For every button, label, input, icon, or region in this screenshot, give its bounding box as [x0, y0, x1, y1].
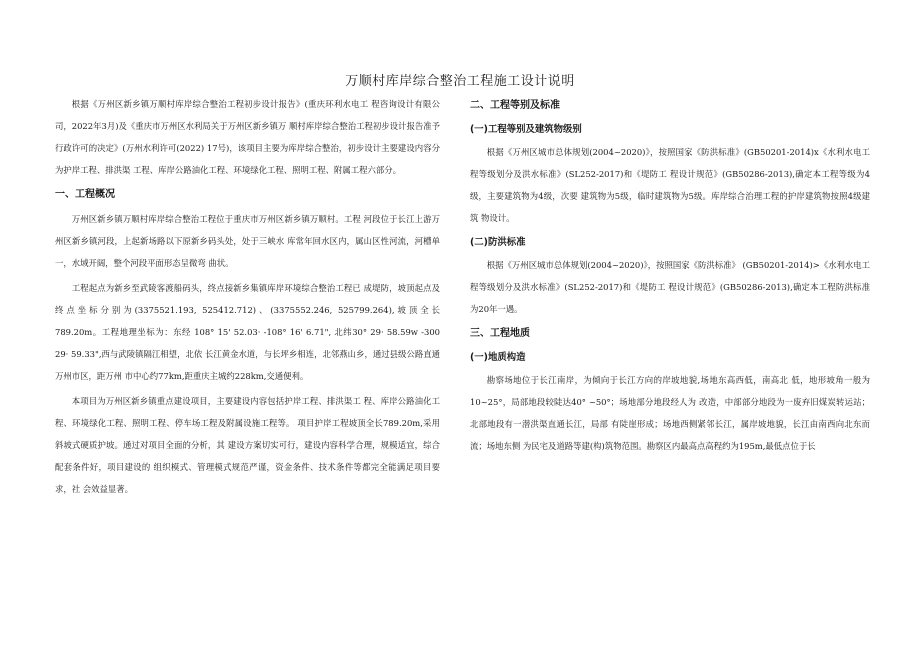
geology-paragraph: 勘察场地位于长江南岸，为倾向于长江方向的岸坡地貌,场地东高西低，南高北 低，地形坡角一般为10~25°，局部地段较陡达40° ~50°；场地部分地段经人为 改造，中部部分地段为一废弃旧煤炭转运站；北部地段有一潜洪渠直通长江，局部 有陡崖形成；场地西侧紧邻长江，属岸坡地貌，长江由南西向北东而流；场地东侧 为民宅及道路等建(构)筑物范围。勘察区内最高点高程约为195m,最低点位于长 — [470, 375, 870, 451]
grade-paragraph: 根据《万州区城市总体规划(2004~2020)》，按照国家《防洪标准》(GB50201-2014)x《水利水电工程等级划分及洪水标准》(SL252-2017)和《堤防工 程设计规范》(GB50286-2013),确定本工程等级为4级，主要建筑物为4级，次要 建筑物为5级，临时建筑物为5级。库岸综合治理工程的护岸建筑物按照4级建筑 物设计。 — [470, 147, 870, 223]
overview-paragraph-location: 万州区新乡镇万顺村库岸综合整治工程位于重庆市万州区新乡镇万顺村。工程 河段位于长江上游万州区新乡镇河段，上起新场路以下原新乡码头处，处于三峡水 库常年回水区内，属山区性河流，河槽单一，水域开阔，整个河段平面形态呈微弯 曲状。 — [55, 214, 440, 268]
right-column — [470, 93, 870, 460]
subsection-heading-flood-standard: (二)防洪标准 — [470, 237, 526, 248]
document-title: 万顺村库岸综合整治工程施工设计说明 — [345, 74, 575, 89]
flood-standard-paragraph: 根据《万州区城市总体规划(2004~2020)》，按照国家《防洪标准》 (GB50201-2014)>《水利水电工程等级划分及洪水标准》(SL252-2017)和《堤防工 程设计规范》(GB50286-2013),确定本工程防洪标准为20年一遇。 — [470, 260, 870, 314]
subsection-heading-structure: (一)地质构造 — [470, 352, 526, 363]
section-heading-overview: 一、工程概况 — [55, 189, 115, 200]
section-heading-geology: 三、工程地质 — [470, 328, 530, 339]
overview-paragraph-coordinates: 工程起点为新乡至武陵客渡船码头，终点接新乡集镇库岸环境综合整治工程已 成堤防，坡顶起点及终点坐标分别为(3375521.193, 525412.712)、(3375552.246, 525799.264),坡顶全长 789.20m。工程地理坐标为：东经 108° 15' 52.03· -108° 16' 6.71", 北纬30° 29· 58.59w -300 29· 59.33",西与武陵镇隔江相望，北依 长江黄金水道，与长坪乡相连，北邻燕山乡，通过县级公路直通万州市区，距万州 市中心约77km,距重庆主城约228km,交通便利。 — [55, 283, 440, 381]
overview-paragraph-scope: 本项目为万州区新乡镇重点建设项目，主要建设内容包括护岸工程、排洪渠工 程、库岸公路油化工程、环境绿化工程、照明工程、停车场工程及附属设施工程等。 项目护岸工程坡顶全长789.20m,采用斜坡式硬质护坡。通过对项目全面的分析，其 建设方案切实可行，建设内容科学合理，规模适宜，综合配套条件好，项目建设的 组织模式、管理模式规范严谨，资金条件、技术条件等都完全能满足项目要求，社 会效益显著。 — [55, 396, 440, 494]
left-column — [55, 93, 440, 503]
intro-paragraph: 根据《万州区新乡镇万顺村库岸综合整治工程初步设计报告》(重庆环利水电工 程咨询设计有限公司，2022年3月)及《重庆市万州区水利局关于万州区新乡镇万 顺村库岸综合整治工程初步设计报告准予行政许可的决定》(万州水利许可(2022) 17号)，该项目主要为库岸综合整治，初步设计主要建设内容分为护岸工程、排洪渠 工程、库岸公路油化工程、环境绿化工程、照明工程、附属工程六部分。 — [55, 99, 440, 175]
subsection-heading-building-grade: (一)工程等别及建筑物级别 — [470, 124, 582, 135]
section-heading-grade: 二、工程等别及标准 — [470, 100, 560, 111]
